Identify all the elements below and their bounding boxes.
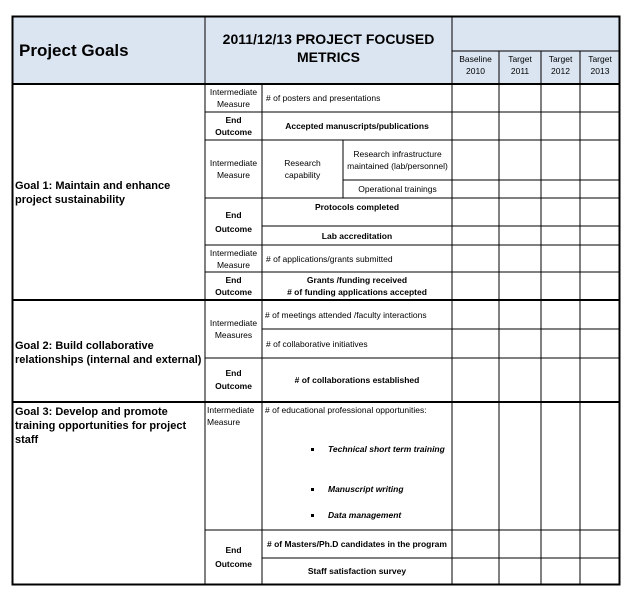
goal2-intermediate-measures: Intermediate Measures [209,318,258,340]
metric-operational-trainings: Operational trainings [358,184,437,194]
metric-grants [262,272,452,300]
outcome-label: Outcome [215,381,252,391]
bullet-icon [311,514,314,517]
goal2-end-outcome [205,358,262,402]
metric-meetings: # of meetings attended /faculty interactions [265,309,427,320]
column-header-target-2013 [580,53,620,77]
metric-masters-phd: # of Masters/Ph.D candidates in the program [267,539,447,549]
metric-collaborative-initiatives: # of collaborative initiatives [266,338,368,349]
metric-posters: # of posters and presentations [266,93,381,103]
outcome-label: Outcome [215,559,252,569]
column-header-baseline [452,53,499,77]
metric-collaborations-established: # of collaborations established [294,375,420,385]
metrics-title [205,30,452,66]
column-header-target-2012 [541,53,580,77]
end-label: End [225,275,242,285]
column-header-year: 2013 [590,66,610,76]
column-header-year: 2010 [466,66,485,76]
metrics-title-line2: METRICS [297,49,360,65]
end-label: End [225,368,242,378]
end-label: End [225,209,242,220]
end-label: End [225,115,242,125]
outcome-label: Outcome [215,127,252,137]
bullet-manuscript-writing: Manuscript writing [328,484,404,494]
funding-accepted-line: # of funding applications accepted [287,287,427,297]
bullet-icon [311,488,314,491]
column-header-year: 2012 [551,66,570,76]
goal3-intermediate-measure: Intermediate Measure [207,405,255,427]
goal1-end-outcome-3 [205,272,262,300]
outcome-label: Outcome [215,287,252,297]
metric-manuscripts: Accepted manuscripts/publications [285,121,429,131]
column-header-label: Target [508,54,532,64]
grants-line: Grants /funding received [306,275,408,285]
column-header-year: 2011 [510,66,530,76]
metric-protocols: Protocols completed [314,202,400,212]
metrics-title-line1: 2011/12/13 PROJECT FOCUSED [222,31,435,47]
bullet-data-management: Data management [328,510,402,520]
end-label: End [225,545,242,555]
goal1-intermediate-measure-1: Intermediate Measure [209,87,258,109]
metric-educational-opportunities: # of educational professional opportunities: [265,405,427,415]
bullet-technical-training: Technical short term training [328,444,445,454]
goal-1-label: Goal 1: Maintain and enhance project sustainability [15,180,171,206]
goal3-end-outcome [205,530,262,584]
metric-lab-accreditation: Lab accreditation [321,230,393,241]
goal-2-label: Goal 2: Build collaborative relationships (internal and external) [15,340,202,366]
goal1-intermediate-measure-3: Intermediate Measure [209,247,258,270]
column-header-label: Target [588,54,612,64]
project-goals-heading: Project Goals [19,41,129,60]
goal1-end-outcome-1 [205,112,262,140]
metric-research-capability: Research capability [284,158,321,180]
column-header-label: Target [548,54,573,64]
goal-3-label: Goal 3: Develop and promote training opportunities for project staff [15,406,187,446]
metric-staff-survey: Staff satisfaction survey [307,566,407,576]
metric-applications: # of applications/grants submitted [266,253,393,264]
outcome-label: Outcome [215,223,252,234]
column-header-target-2011 [499,53,541,77]
goal1-intermediate-measure-2: Intermediate Measure [209,158,258,180]
bullet-icon [311,448,314,451]
column-header-label: Baseline [459,54,492,64]
metric-infrastructure: Research infrastructure maintained (lab/personnel) [347,149,448,171]
goal1-end-outcome-2 [205,198,262,245]
